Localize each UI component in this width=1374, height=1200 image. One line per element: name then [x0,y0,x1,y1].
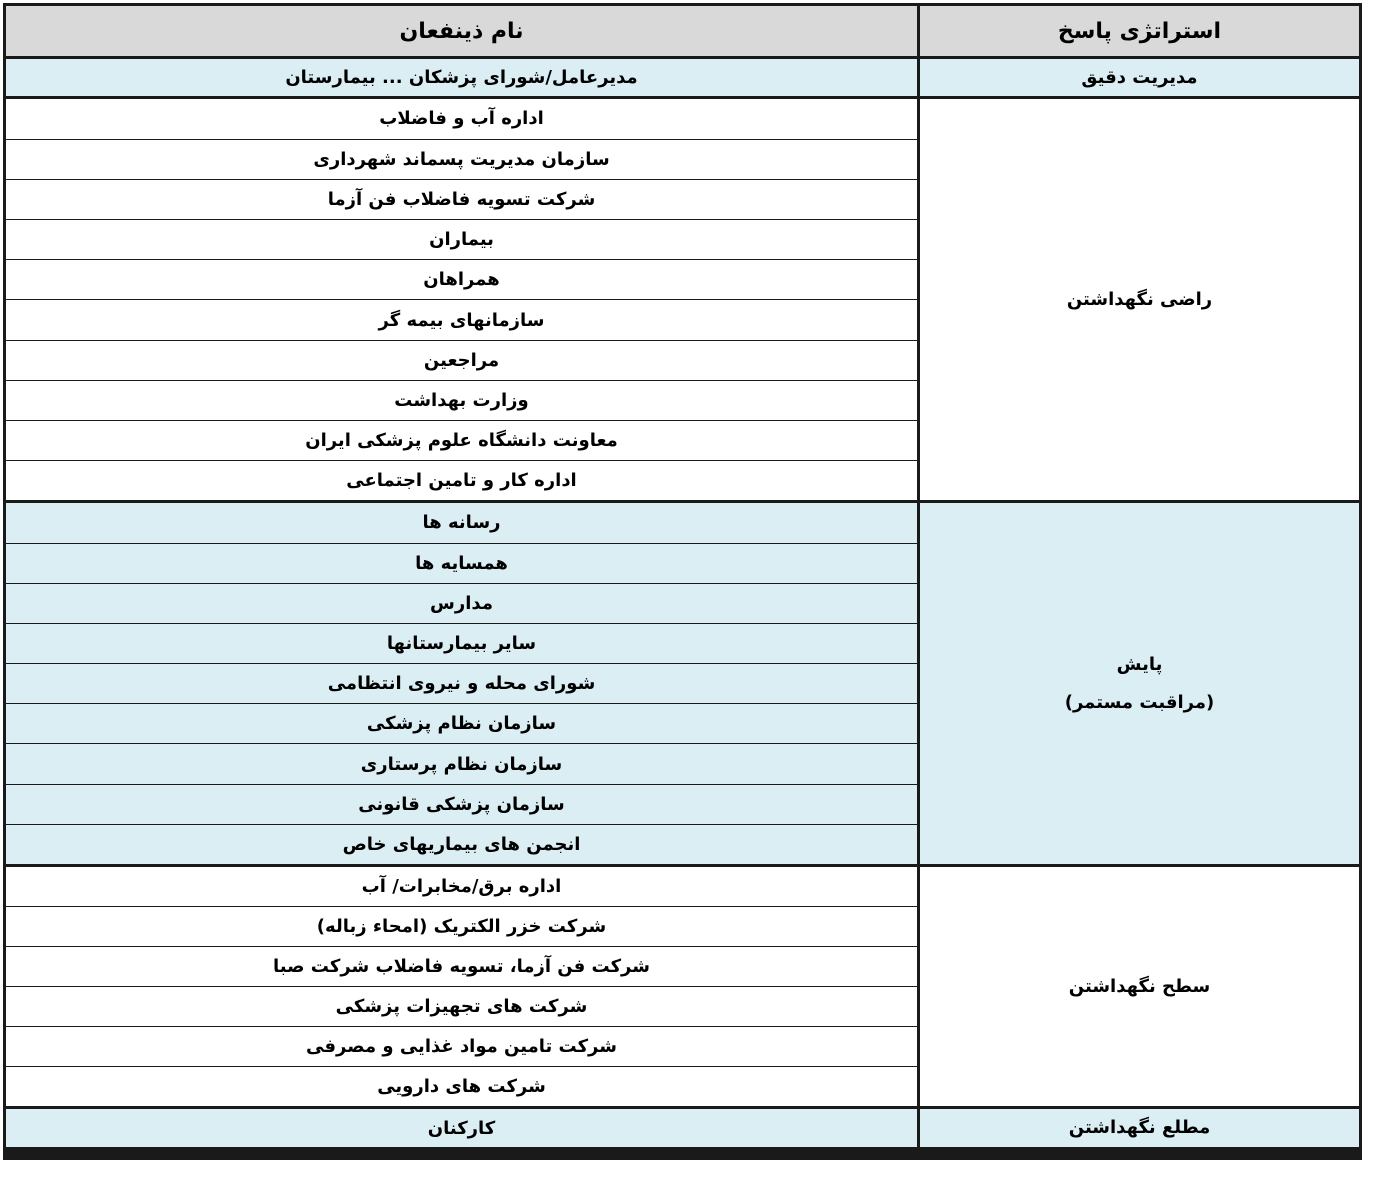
strategy-label: مطلع نگهداشتن [1068,1117,1211,1139]
stakeholder-group [6,1106,920,1146]
stakeholder-cell: اداره کار و تامین اجتماعی [6,460,917,500]
stakeholder-cell: شرکت های تجهیزات پزشکی [6,986,917,1026]
stakeholder-cell: شرکت خزر الکتریک (امحاء زباله) [6,906,917,946]
stakeholder-cell: مدیرعامل/شورای پزشکان ... بیمارستان [6,59,917,96]
stakeholder-cell: انجمن های بیماریهای خاص [6,824,917,864]
stakeholder-cell: سازمان پزشکی قانونی [6,784,917,824]
strategy-cell [920,1106,1359,1146]
header-stakeholder-name: نام ذینفعان [6,6,920,56]
stakeholder-cell: سازمان مدیریت پسماند شهرداری [6,139,917,179]
stakeholder-cell: شرکت فن آزما، تسویه فاضلاب شرکت صبا [6,946,917,986]
stakeholder-cell: وزارت بهداشت [6,380,917,420]
stakeholder-group [6,500,920,864]
stakeholder-cell: شورای محله و نیروی انتظامی [6,663,917,703]
stakeholder-cell: کارکنان [6,1109,917,1146]
stakeholder-cell: سازمانهای بیمه گر [6,299,917,339]
stakeholder-cell: شرکت های دارویی [6,1066,917,1106]
stakeholder-cell: بیماران [6,219,917,259]
stakeholder-group [6,56,920,96]
stakeholder-cell: شرکت تامین مواد غذایی و مصرفی [6,1026,917,1066]
stakeholder-group [6,96,920,500]
strategy-cell [920,500,1359,864]
stakeholder-cell: اداره برق/مخابرات/ آب [6,867,917,906]
strategy-cell [920,96,1359,500]
strategy-label: راضی نگهداشتن [1066,288,1213,310]
strategy-cell [920,56,1359,96]
stakeholder-cell: سازمان نظام پرستاری [6,743,917,783]
stakeholder-cell: معاونت دانشگاه علوم پزشکی ایران [6,420,917,460]
stakeholder-cell: رسانه ها [6,503,917,542]
stakeholder-strategy-table [3,3,1362,1160]
stakeholder-group [6,864,920,1106]
header-response-strategy: استراتژی پاسخ [920,6,1359,56]
stakeholder-cell: سازمان نظام پزشکی [6,703,917,743]
stakeholder-cell: مدارس [6,583,917,623]
stakeholder-cell: اداره آب و فاضلاب [6,99,917,138]
stakeholder-cell: سایر بیمارستانها [6,623,917,663]
strategy-label: سطح نگهداشتن [1068,975,1211,997]
stakeholder-cell: مراجعین [6,340,917,380]
strategy-label: پایش [1116,653,1163,675]
stakeholder-cell: همراهان [6,259,917,299]
stakeholder-cell: شرکت تسویه فاضلاب فن آزما [6,179,917,219]
stakeholder-cell: همسایه ها [6,543,917,583]
strategy-label: مدیریت دقیق [1081,66,1198,88]
strategy-label: (مراقبت مستمر) [1064,691,1215,713]
strategy-cell [920,864,1359,1106]
